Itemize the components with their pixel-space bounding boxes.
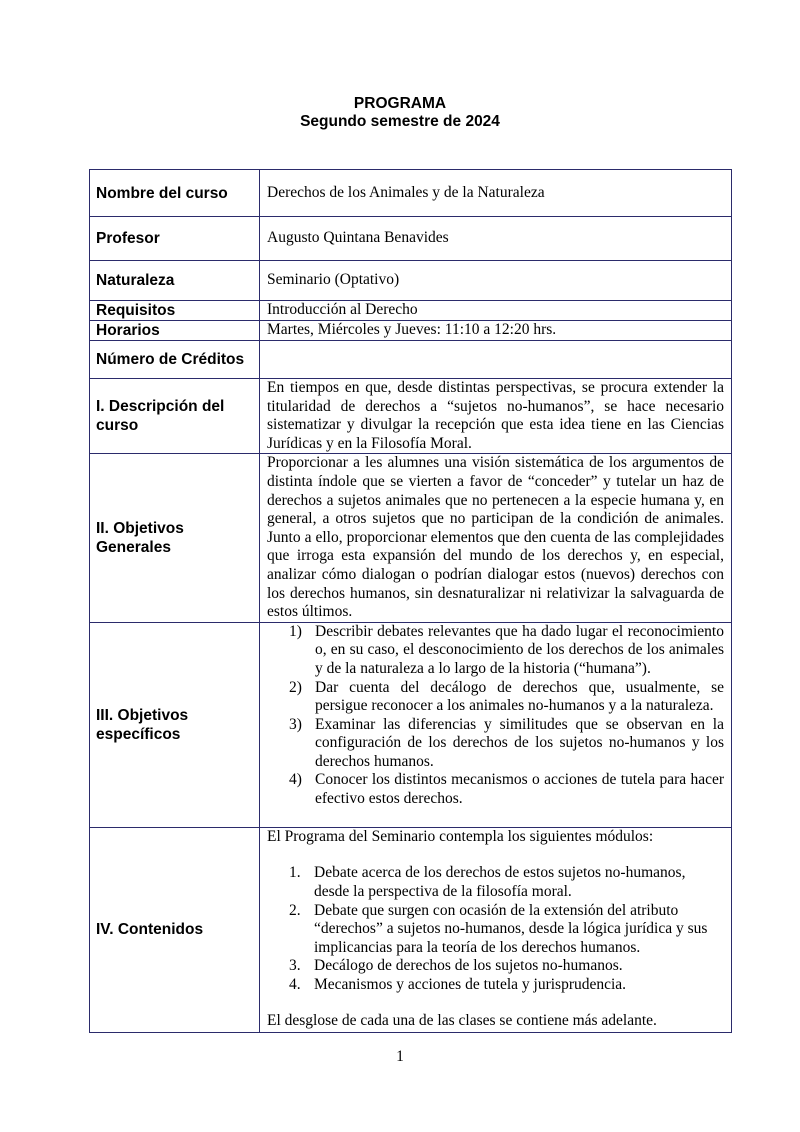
general-objectives-value: Proporcionar a les alumnes una visión sistemática de los argumentos de distinta índole que se vierten a favor de “conceder” y tutelar un haz de derechos a sujetos animales que no pertenecen a la especie humana y, en general, a otros sujetos que no participan de la condición de animales. Junto a ello, proporcionar elementos que den cuenta de las complejidades que irroga esta expansión del mundo de los derechos y, en especial, analizar cómo dialogan o podrían dialogar estos (nuevos) derechos con los derechos humanos, sin desnaturalizar ni relativizar la salvaguarda de estos últimos. <box>260 454 732 622</box>
page-number: 1 <box>396 1048 404 1065</box>
nature-label: Naturaleza <box>90 261 260 301</box>
requirements-label: Requisitos <box>90 301 260 321</box>
professor-label: Profesor <box>90 217 260 261</box>
requirements-value: Introducción al Derecho <box>260 301 732 321</box>
list-item: Describir debates relevantes que ha dado lugar el reconocimiento o, en su caso, el desconocimiento de los derechos de los animales y de la naturaleza a lo largo de la historia (“humana”). <box>315 622 724 677</box>
program-table <box>89 169 732 1033</box>
table-row <box>90 170 732 217</box>
specific-objectives-list <box>267 623 724 809</box>
nature-value: Seminario (Optativo) <box>260 261 732 301</box>
table-row <box>90 622 732 827</box>
document-title: PROGRAMA <box>353 95 447 112</box>
description-label: I. Descripción del curso <box>90 379 260 454</box>
course-name-label: Nombre del curso <box>90 170 260 217</box>
specific-objectives-label: III. Objetivos específicos <box>90 622 260 827</box>
table-row <box>90 261 732 301</box>
contents-label: IV. Contenidos <box>90 827 260 1032</box>
course-name-value: Derechos de los Animales y de la Naturaleza <box>260 170 732 217</box>
contents-list <box>267 864 724 994</box>
description-value: En tiempos en que, desde distintas perspectivas, se procura extender la titularidad de derechos a “sujetos no-humanos”, se hace necesario sistematizar y divulgar la recepción que esta idea tiene en las Ciencias Jurídicas y en la Filosofía Moral. <box>260 379 732 454</box>
list-item: Mecanismos y acciones de tutela y jurisprudencia. <box>314 975 627 993</box>
list-item: Conocer los distintos mecanismos o acciones de tutela para hacer efectivo estos derechos. <box>315 771 724 808</box>
list-item: Examinar las diferencias y similitudes que se observan en la configuración de los derechos de los sujetos no-humanos y los derechos humanos. <box>315 715 724 770</box>
table-row <box>90 321 732 341</box>
specific-objectives-cell <box>260 622 732 827</box>
list-item: Debate que surgen con ocasión de la extensión del atributo “derechos” a sujetos no-humanos, desde la lógica jurídica y sus implicancias para la teoría de los derechos humanos. <box>314 901 708 956</box>
schedule-label: Horarios <box>90 321 260 341</box>
schedule-value: Martes, Miércoles y Jueves: 11:10 a 12:20 hrs. <box>260 321 732 341</box>
list-item: Debate acerca de los derechos de estos sujetos no-humanos, desde la perspectiva de la filosofía moral. <box>314 864 686 900</box>
table-row <box>90 341 732 379</box>
list-item: Decálogo de derechos de los sujetos no-humanos. <box>314 957 623 975</box>
table-row <box>90 379 732 454</box>
list-item: Dar cuenta del decálogo de derechos que, usualmente, se persigue reconocer a los animales no-humanos y a la naturaleza. <box>315 678 724 715</box>
professor-value: Augusto Quintana Benavides <box>260 217 732 261</box>
table-row <box>90 301 732 321</box>
contents-outro: El desglose de cada una de las clases se contiene más adelante. <box>267 1012 657 1030</box>
document-header <box>0 95 800 131</box>
table-row <box>90 454 732 622</box>
contents-cell <box>260 827 732 1032</box>
general-objectives-label: II. Objetivos Generales <box>90 454 260 622</box>
table-row <box>90 827 732 1032</box>
contents-intro: El Programa del Seminario contempla los siguientes módulos: <box>267 827 654 845</box>
table-row <box>90 217 732 261</box>
credits-label: Número de Créditos <box>90 341 260 379</box>
document-subtitle: Segundo semestre de 2024 <box>300 113 500 130</box>
credits-value <box>260 341 732 379</box>
